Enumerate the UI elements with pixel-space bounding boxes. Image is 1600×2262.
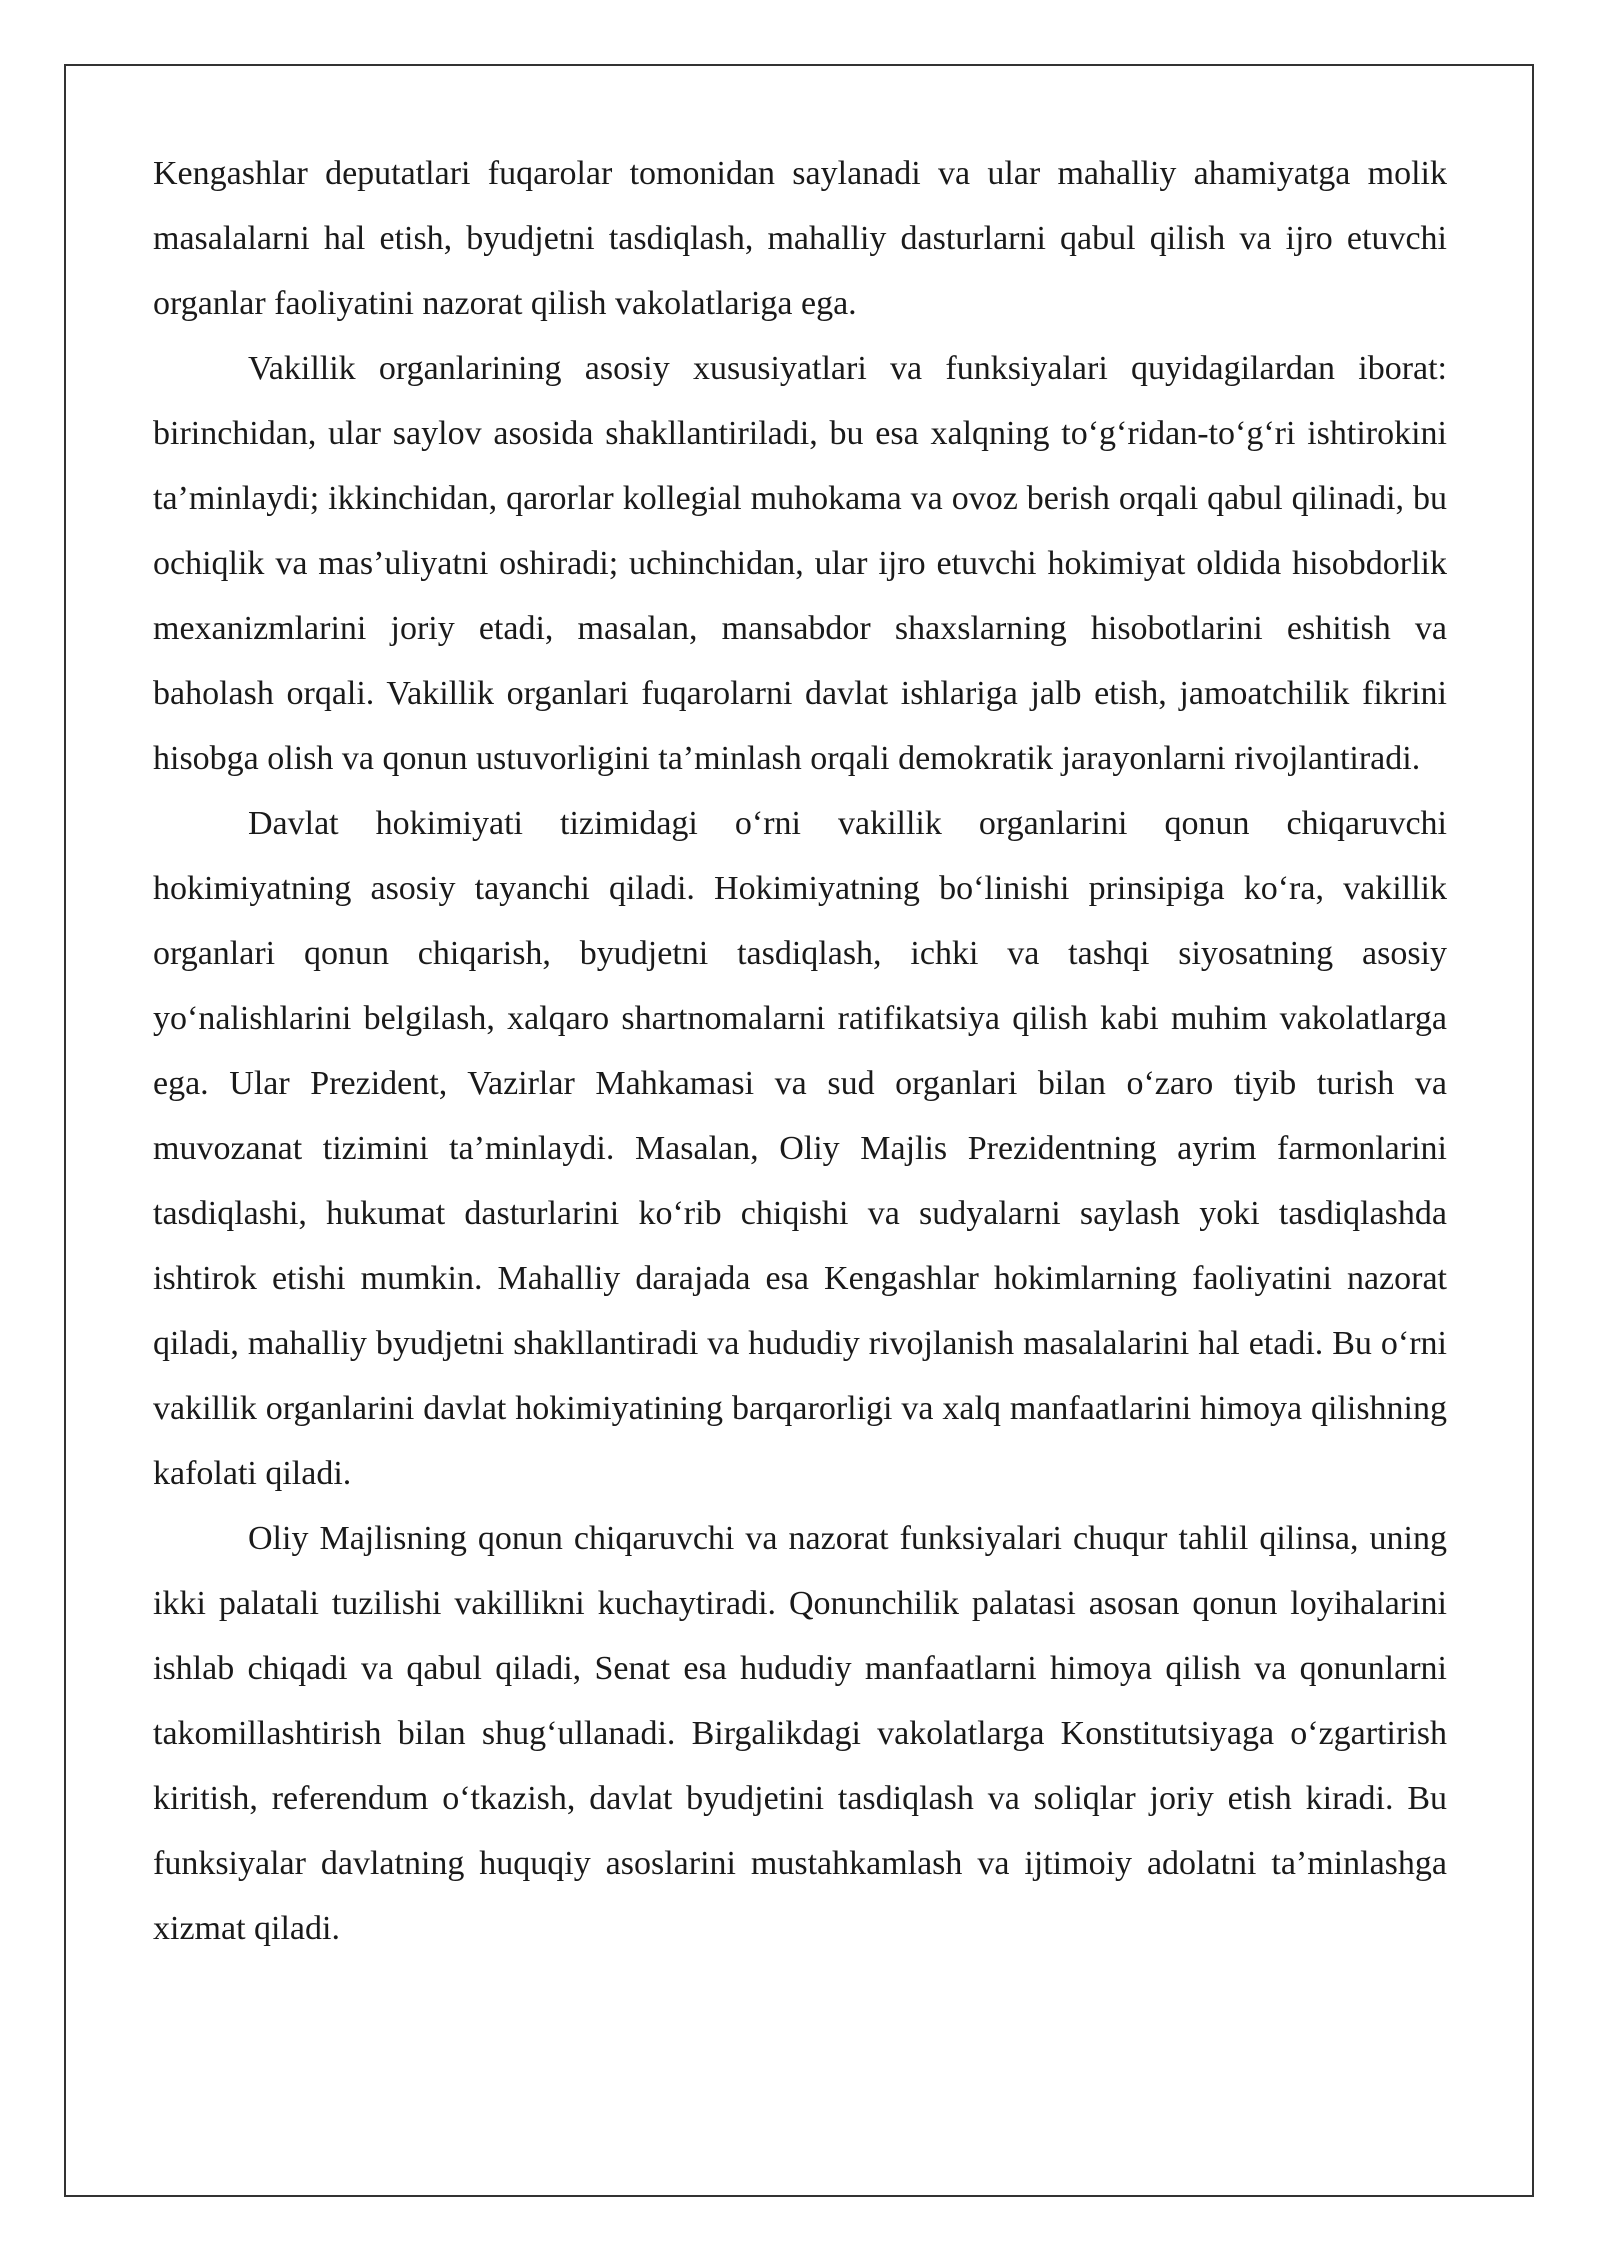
paragraph-3: Davlat hokimiyati tizimidagi o‘rni vakillik organlarini qonun chiqaruvchi hokimiyatning asosiy tayanchi qiladi. Hokimiyatning bo‘linishi prinsipiga ko‘ra, vakillik organlari qonun chiqarish, byudjetni tasdiqlash, ichki va tashqi siyosatning asosiy yo‘nalishlarini belgilash, xalqaro shartnomalarni ratifikatsiya qilish kabi muhim vakolatlarga ega. Ular Prezident, Vazirlar Mahkamasi va sud organlari bilan o‘zaro tiyib turish va muvozanat tizimini ta’minlaydi. Masalan, Oliy Majlis Prezidentning ayrim farmonlarini tasdiqlashi, hukumat dasturlarini ko‘rib chiqishi va sudyalarni saylash yoki tasdiqlashda ishtirok etishi mumkin. Mahalliy darajada esa Kengashlar hokimlarning faoliyatini nazorat qiladi, mahalliy byudjetni shakllantiradi va hududiy rivojlanish masalalarini hal etadi. Bu o‘rni vakillik organlarini davlat hokimiyatining barqarorligi va xalq manfaatlarini himoya qilishning kafolati qiladi.: [153, 805, 1447, 1492]
paragraph-4: Oliy Majlisning qonun chiqaruvchi va nazorat funksiyalari chuqur tahlil qilinsa, uning ikki palatali tuzilishi vakillikni kuchaytiradi. Qonunchilik palatasi asosan qonun loyihalarini ishlab chiqadi va qabul qiladi, Senat esa hududiy manfaatlarni himoya qilish va qonunlarni takomillashtirish bilan shug‘ullanadi. Birgalikdagi vakolatlarga Konstitutsiyaga o‘zgartirish kiritish, referendum o‘tkazish, davlat byudjetini tasdiqlash va soliqlar joriy etish kiradi. Bu funksiyalar davlatning huquqiy asoslarini mustahkamlash va ijtimoiy adolatni ta’minlashga xizmat qiladi.: [153, 1520, 1447, 1947]
document-body: [153, 141, 1447, 1961]
paragraph-2: Vakillik organlarining asosiy xususiyatlari va funksiyalari quyidagilardan iborat: birinchidan, ular saylov asosida shakllantiriladi, bu esa xalqning to‘g‘ridan-to‘g‘ri ishtirokini ta’minlaydi; ikkinchidan, qarorlar kollegial muhokama va ovoz berish orqali qabul qilinadi, bu ochiqlik va mas’uliyatni oshiradi; uchinchidan, ular ijro etuvchi hokimiyat oldida hisobdorlik mexanizmlarini joriy etadi, masalan, mansabdor shaxslarning hisobotlarini eshitish va baholash orqali. Vakillik organlari fuqarolarni davlat ishlariga jalb etish, jamoatchilik fikrini hisobga olish va qonun ustuvorligini ta’minlash orqali demokratik jarayonlarni rivojlantiradi.: [153, 350, 1447, 777]
paragraph-1: Kengashlar deputatlari fuqarolar tomonidan saylanadi va ular mahalliy ahamiyatga molik masalalarni hal etish, byudjetni tasdiqlash, mahalliy dasturlarni qabul qilish va ijro etuvchi organlar faoliyatini nazorat qilish vakolatlariga ega.: [153, 155, 1447, 322]
